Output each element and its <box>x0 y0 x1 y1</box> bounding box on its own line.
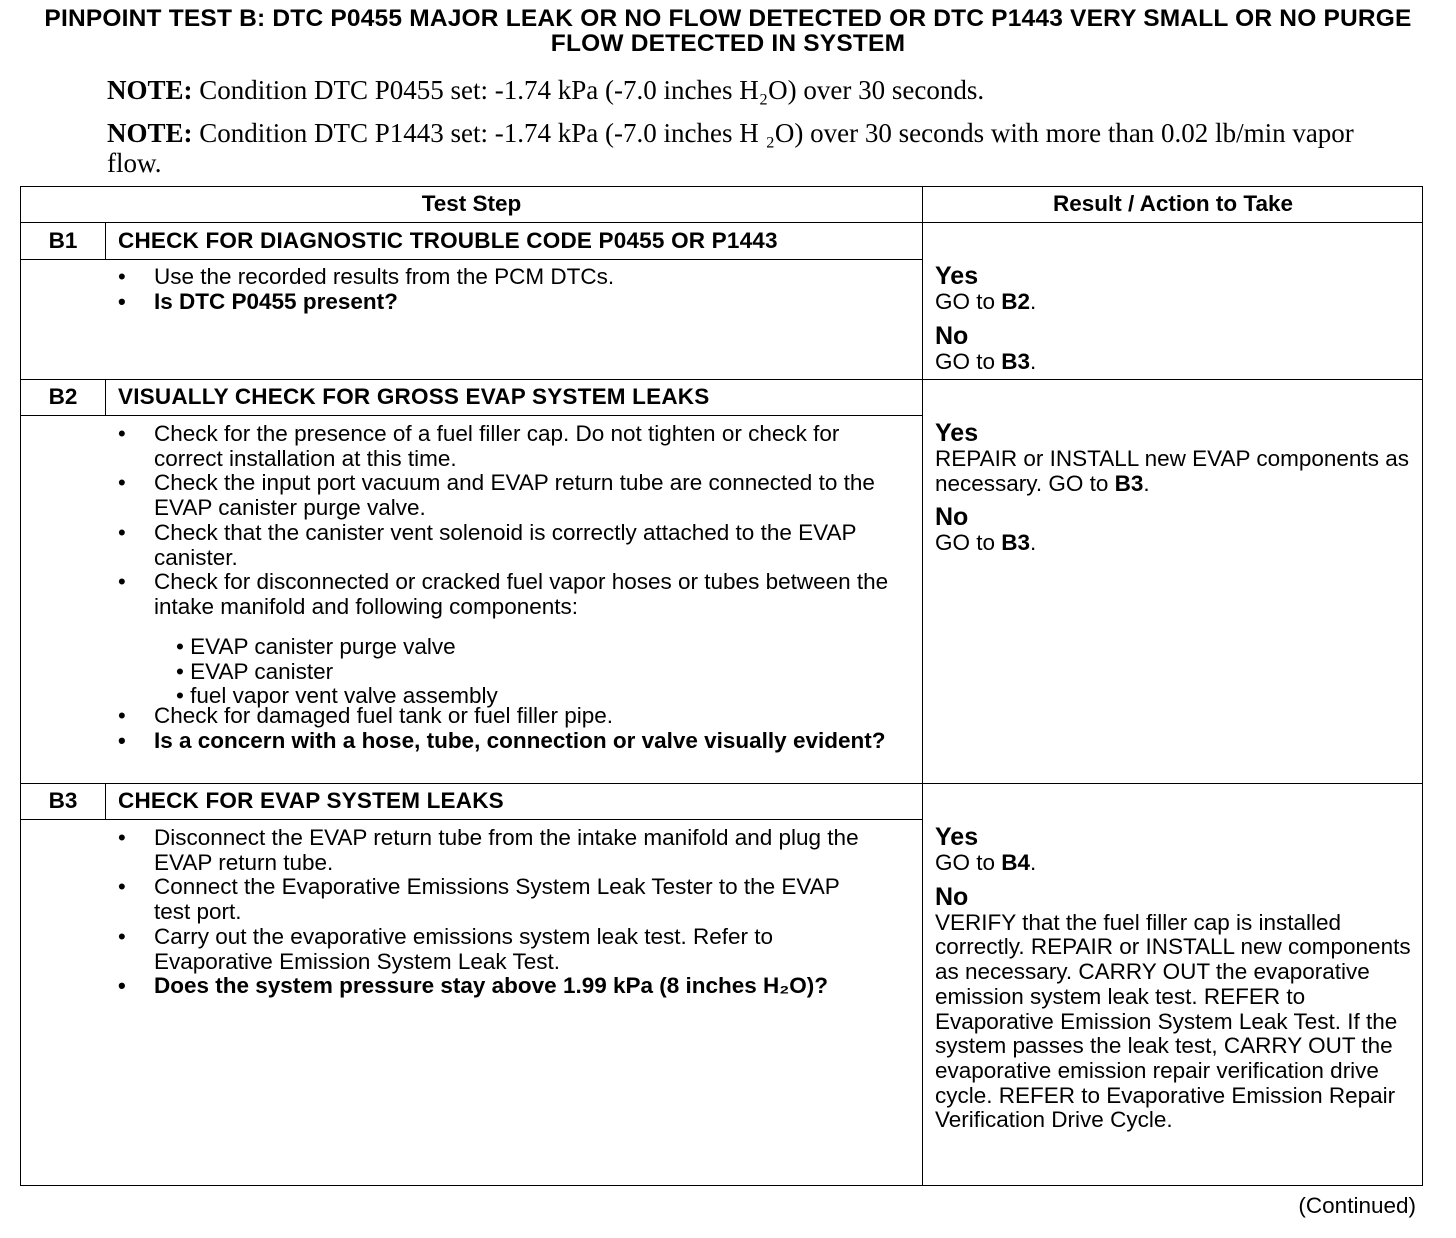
no-label: No <box>935 503 969 532</box>
header-result-action: Result / Action to Take <box>1052 191 1294 216</box>
list-item: • fuel vapor vent valve assembly <box>176 683 498 709</box>
table-column-divider <box>922 187 923 1185</box>
list-item: • Carry out the evaporative emissions system leak test. Refer to Evaporative Emission System Leak Test. <box>118 925 878 974</box>
yes-label: Yes <box>935 262 979 290</box>
list-item: • Connect the Evaporative Emissions System Leak Tester to the EVAP test port. <box>118 875 878 924</box>
step-result <box>935 263 1415 374</box>
table-rule <box>21 415 923 416</box>
step-reference: B2 <box>1001 289 1031 314</box>
step-question: • Does the system pressure stay above 1.99 kPa (8 inches H₂O)? <box>118 974 878 999</box>
no-label: No <box>935 882 969 911</box>
list-item: • Use the recorded results from the PCM DTCs. <box>118 265 908 290</box>
step-title: CHECK FOR DIAGNOSTIC TROUBLE CODE P0455 OR P1443 <box>118 228 778 253</box>
step-reference: B3 <box>1001 530 1031 556</box>
step-id-divider <box>105 379 106 416</box>
step-title: VISUALLY CHECK FOR GROSS EVAP SYSTEM LEAKS <box>118 384 710 409</box>
no-action: GO to B3. <box>935 348 1037 374</box>
table-rule <box>21 379 1422 380</box>
step-result <box>935 420 1415 556</box>
page-title: PINPOINT TEST B: DTC P0455 MAJOR LEAK OR NO FLOW DETECTED OR DTC P1443 VERY SMALL OR NO PURGE FLOW DETECTED IN SYSTEM <box>44 5 1412 57</box>
list-item: • EVAP canister purge valve <box>176 634 456 659</box>
continued-label: (Continued) <box>1298 1193 1416 1218</box>
step-id: B1 <box>48 228 78 253</box>
step-question: • Is a concern with a hose, tube, connection or valve visually evident? <box>118 729 893 754</box>
note-p0455 <box>107 75 1357 105</box>
pinpoint-test-table <box>20 186 1423 1186</box>
list-item: • Check for disconnected or cracked fuel vapor hoses or tubes between the intake manifold and following components: <box>118 570 893 619</box>
step-id-divider <box>105 783 106 820</box>
step-id: B3 <box>48 788 78 813</box>
note-p1443 <box>107 118 1357 178</box>
step-instructions <box>118 422 893 620</box>
component-list <box>176 635 876 709</box>
step-title: CHECK FOR EVAP SYSTEM LEAKS <box>118 788 504 813</box>
yes-action: GO to B4. <box>935 850 1037 875</box>
list-item: • EVAP canister <box>176 658 334 684</box>
yes-label: Yes <box>935 419 979 447</box>
step-id-divider <box>105 222 106 260</box>
step-instructions <box>118 704 893 753</box>
list-item: • Check for the presence of a fuel filler cap. Do not tighten or check for correct installation at this time. <box>118 422 893 471</box>
table-rule <box>21 222 1422 223</box>
step-instructions <box>118 265 908 314</box>
list-item: • Check for damaged fuel tank or fuel filler pipe. <box>118 704 893 729</box>
step-reference: B3 <box>1001 348 1031 374</box>
note-text: Condition DTC P0455 set: -1.74 kPa (-7.0 inches H₂O) over 30 seconds. <box>199 75 985 105</box>
yes-action: GO to B2. <box>935 289 1037 314</box>
yes-label: Yes <box>935 823 979 851</box>
no-label: No <box>935 321 969 350</box>
no-action: GO to B3. <box>935 530 1037 556</box>
note-label: NOTE: <box>107 75 193 105</box>
step-instructions <box>118 826 878 999</box>
list-item: • Check the input port vacuum and EVAP return tube are connected to the EVAP canister purge valve. <box>118 471 893 520</box>
no-action: VERIFY that the fuel filler cap is installed correctly. REPAIR or INSTALL new components as necessary. CARRY OUT the evaporative emission system leak test. REFER to Evaporative Emission System Leak Test. If the system passes the leak test, CARRY OUT the evaporative emission repair verification drive cycle. REFER to Evaporative Emission Repair Verification Drive Cycle. <box>935 909 1411 1133</box>
table-rule <box>21 783 1422 784</box>
list-item: • Disconnect the EVAP return tube from the intake manifold and plug the EVAP return tube. <box>118 826 878 875</box>
step-reference: B4 <box>1001 850 1031 875</box>
header-test-step: Test Step <box>421 191 522 216</box>
step-question: • Is DTC P0455 present? <box>118 290 908 315</box>
table-rule <box>21 259 923 260</box>
note-text: Condition DTC P1443 set: -1.74 kPa (-7.0 inches H ₂O) over 30 seconds with more than 0.02 lb/min vapor flow. <box>107 118 1354 178</box>
yes-action: REPAIR or INSTALL new EVAP components as necessary. GO to B3. <box>935 446 1409 496</box>
step-reference: B3 <box>1114 470 1144 496</box>
step-result <box>935 824 1417 1133</box>
list-item: • Check that the canister vent solenoid is correctly attached to the EVAP canister. <box>118 521 893 570</box>
step-id: B2 <box>48 384 78 409</box>
note-label: NOTE: <box>107 118 193 148</box>
table-rule <box>21 819 923 820</box>
